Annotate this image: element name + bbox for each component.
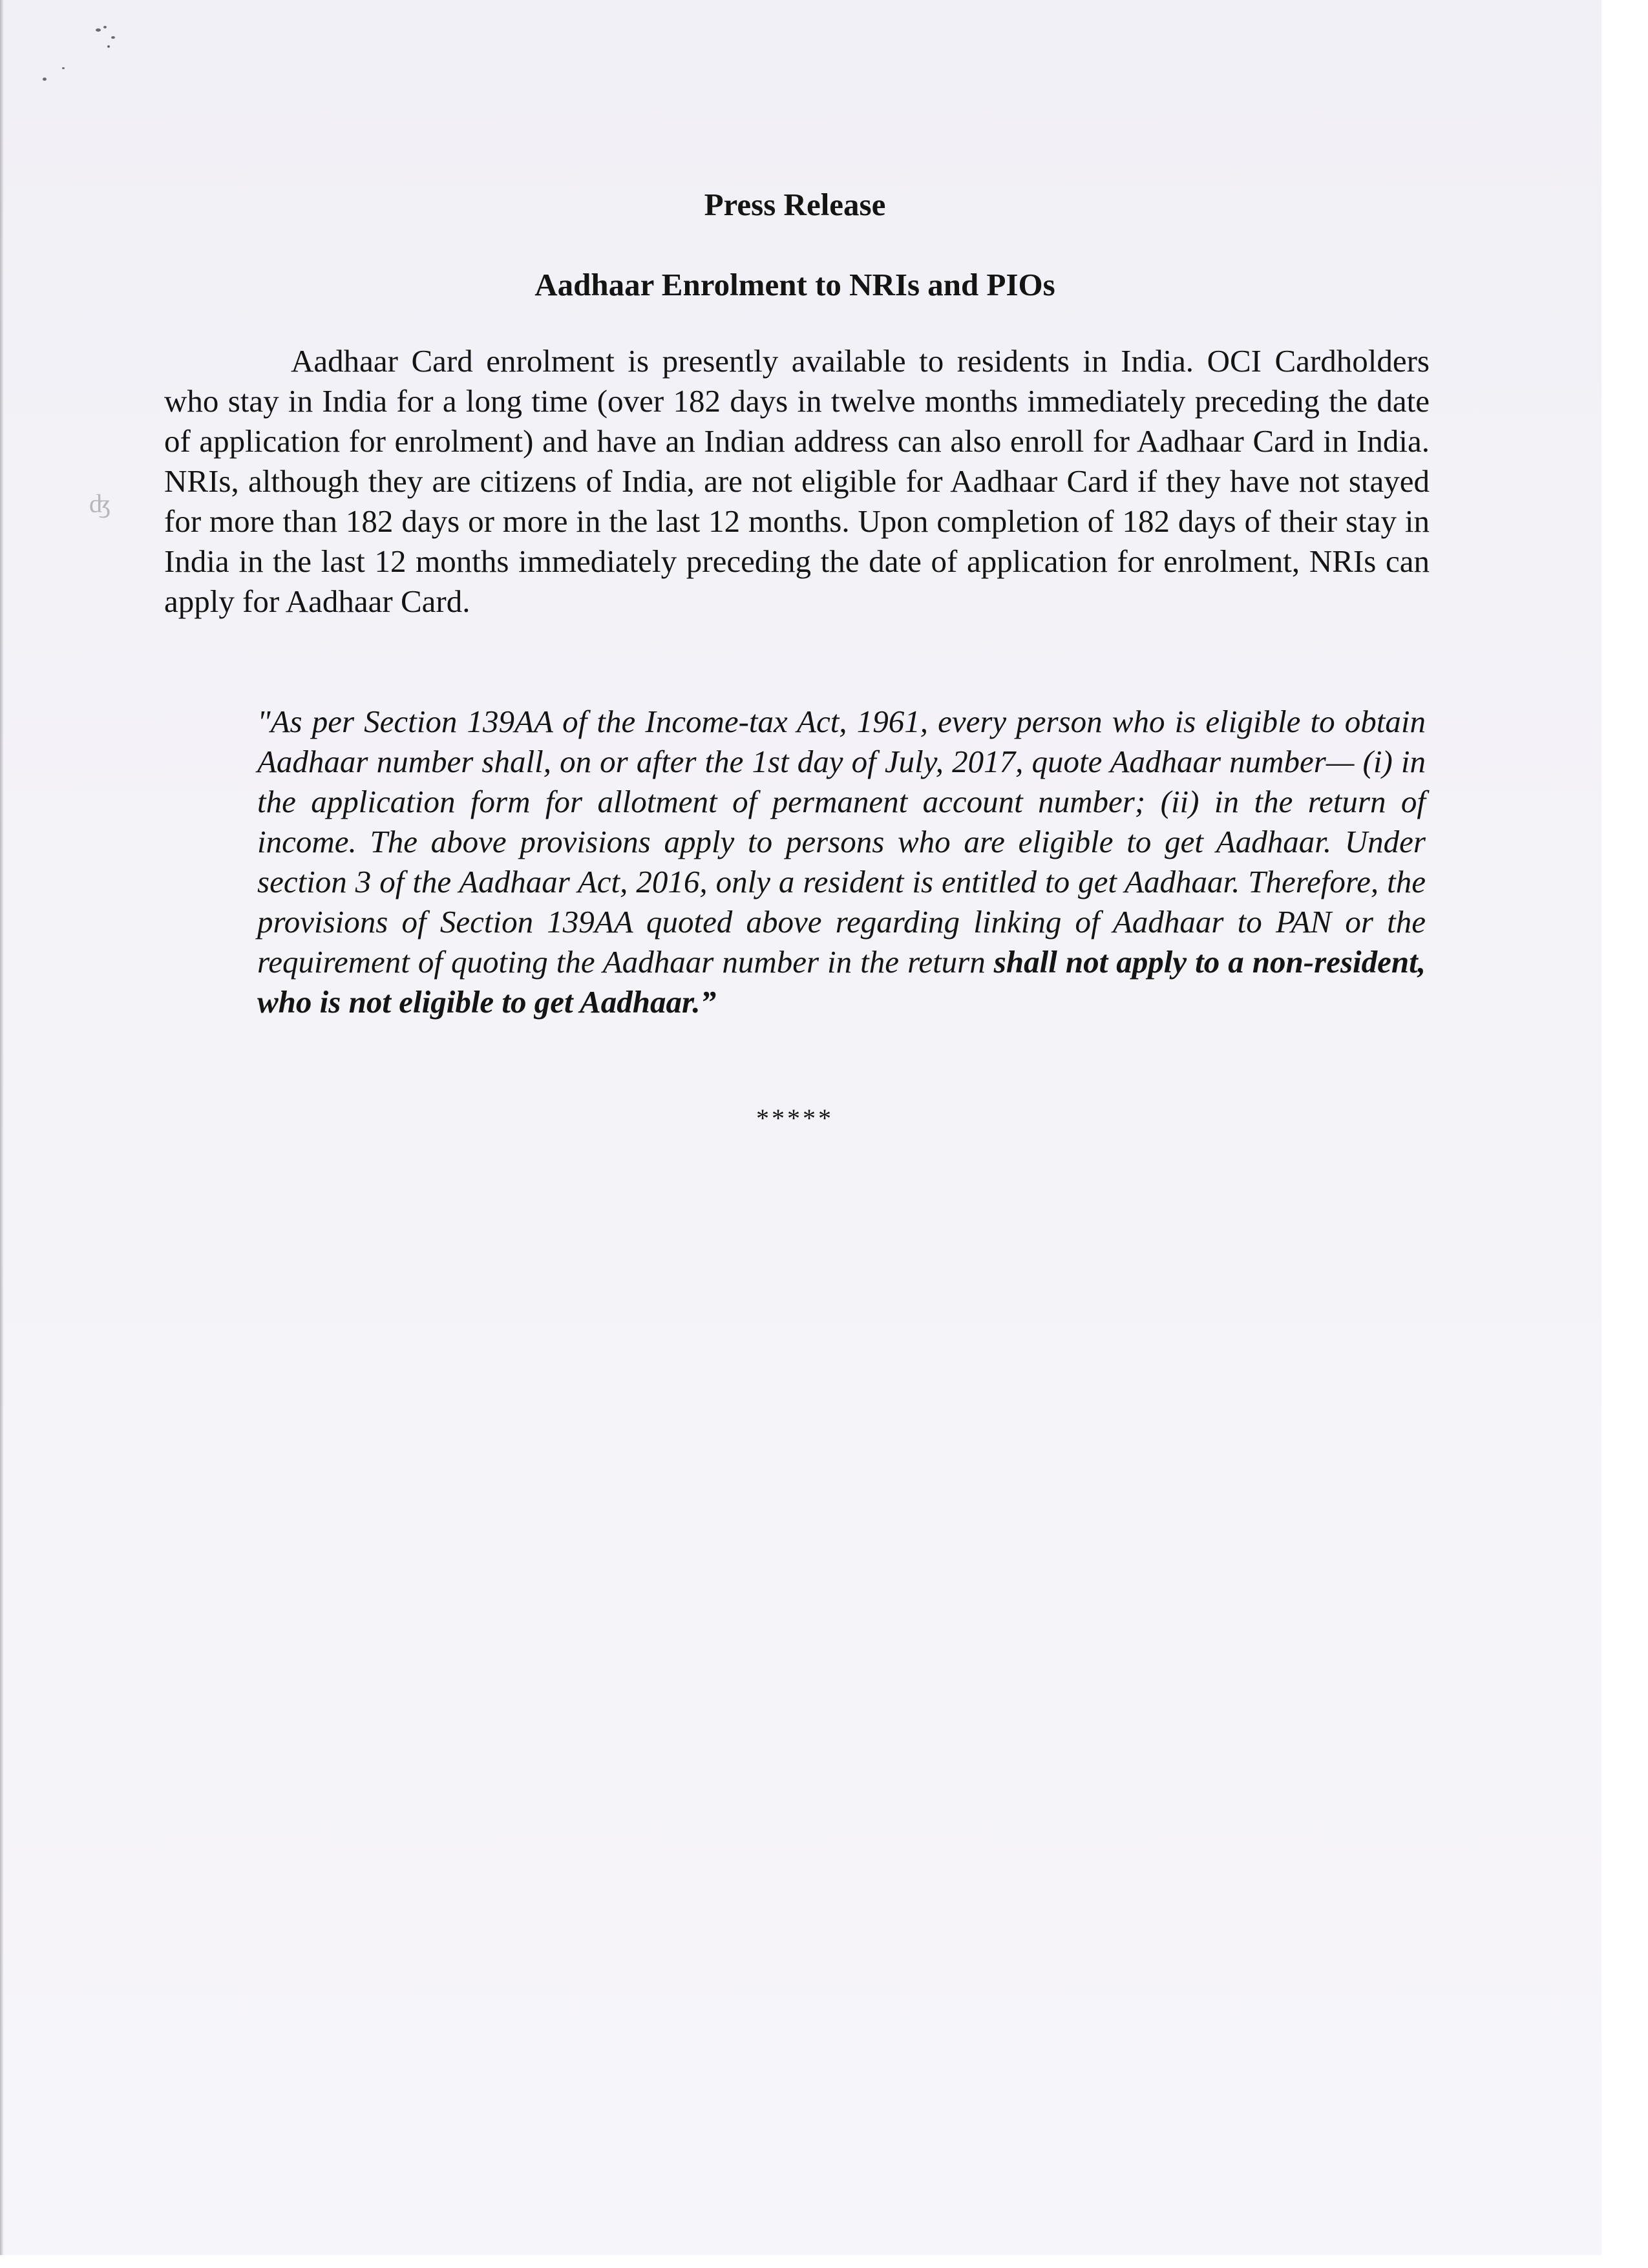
scan-bottom-border <box>0 2255 1648 2268</box>
scan-speck <box>103 26 107 28</box>
scan-right-border <box>1601 0 1648 2268</box>
margin-smudge-mark: ʤ <box>89 489 111 518</box>
press-release-title: Press Release <box>704 187 886 222</box>
body-paragraph: Aadhaar Card enrolment is presently available to residents in India. OCI Cardholders who stay in India for a long time (over 182 days in twelve months immediately preceding the date of application for enrolment) and have an Indian address can also enroll for Aadhaar Card in India. NRIs, although they are citizens of India, are not eligible for Aadhaar Card if they have not stayed for more than 182 days or more in the last 12 months. Upon completion of 182 days of their stay in India in the last 12 months immediately preceding the date of application for enrolment, NRIs can apply for Aadhaar Card. <box>164 343 1430 619</box>
end-separator: ***** <box>756 1104 834 1133</box>
scan-speck <box>62 67 65 69</box>
scan-speck <box>43 78 47 81</box>
quote-text: "As per Section 139AA of the Income-tax Act, 1961, every person who is eligible to obtain Aadhaar number shall, on or after the 1st day of July, 2017, quote Aadhaar number— (i) in the application form for allotment of permanent account number; (ii) in the return of income. The above provisions apply to persons who are eligible to get Aadhaar. Under section 3 of the Aadhaar Act, 2016, only a resident is entitled to get Aadhaar. Therefore, the provisions of Section 139AA quoted above regarding linking of Aadhaar to PAN or the requirement of quoting the Aadhaar number in the return <box>257 704 1426 980</box>
quote-emphasis: shall not apply to a non-resident, who is not eligible to get Aadhaar.” <box>257 944 1426 1020</box>
document-heading: Aadhaar Enrolment to NRIs and PIOs <box>534 267 1055 302</box>
quoted-provision <box>257 702 1426 1022</box>
scan-speck <box>111 36 115 39</box>
scan-speck <box>107 45 110 48</box>
scan-speck <box>96 28 101 32</box>
